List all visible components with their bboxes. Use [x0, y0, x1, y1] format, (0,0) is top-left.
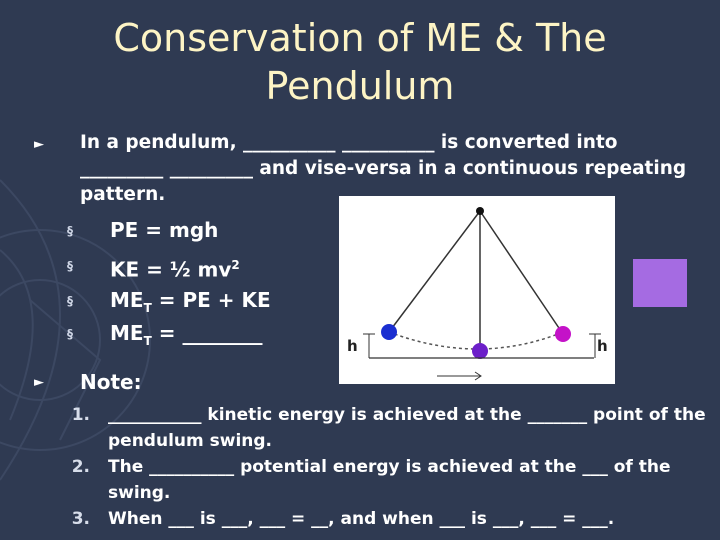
list-item: [56, 454, 706, 506]
formula-text: KE = ½ $mv^2$: [110, 257, 240, 282]
list-number: 1.: [71, 405, 90, 425]
string-left: [389, 211, 480, 332]
intro-text: In a pendulum, __________ __________ is converted into _________ _________ and vise-versa in a continuous repeating pattern.: [80, 132, 687, 205]
right-bob: [555, 326, 571, 342]
note-label: Note:: [80, 370, 142, 394]
slide-title: Conservation of ME & The Pendulum: [113, 16, 607, 108]
square-bullet-icon: §: [67, 294, 73, 308]
square-bullet-icon: §: [67, 259, 73, 273]
list-number: 3.: [71, 509, 90, 529]
arrow-bullet-icon: ►: [34, 137, 44, 152]
numbered-list: [56, 402, 706, 532]
square-bullet-icon: §: [67, 224, 73, 238]
list-item: [56, 402, 706, 454]
pendulum-diagram: [339, 196, 615, 384]
left-bob: [381, 324, 397, 340]
formula-text: $ME_T$ = ________: [110, 321, 263, 348]
formula-text: PE = mgh: [110, 218, 219, 242]
height-label-right: h: [597, 337, 608, 355]
height-label-left: h: [347, 337, 358, 355]
pivot-point: [476, 207, 484, 215]
square-bullet-icon: §: [67, 327, 73, 341]
list-text: ___________ kinetic energy is achieved at the _______ point of the pendulum swing.: [108, 405, 706, 451]
list-text: When ___ is ___, ___ = __, and when ___ is ___, ___ = ___.: [108, 509, 615, 529]
list-number: 2.: [71, 457, 90, 477]
list-text: The __________ potential energy is achieved at the ___ of the swing.: [108, 457, 671, 503]
bottom-bob: [472, 343, 488, 359]
list-item: [56, 506, 706, 532]
accent-square: [633, 259, 687, 307]
string-right: [480, 211, 563, 334]
arrow-bullet-icon: ►: [34, 375, 44, 390]
formula-text: $ME_T$ = PE + KE: [110, 288, 271, 315]
